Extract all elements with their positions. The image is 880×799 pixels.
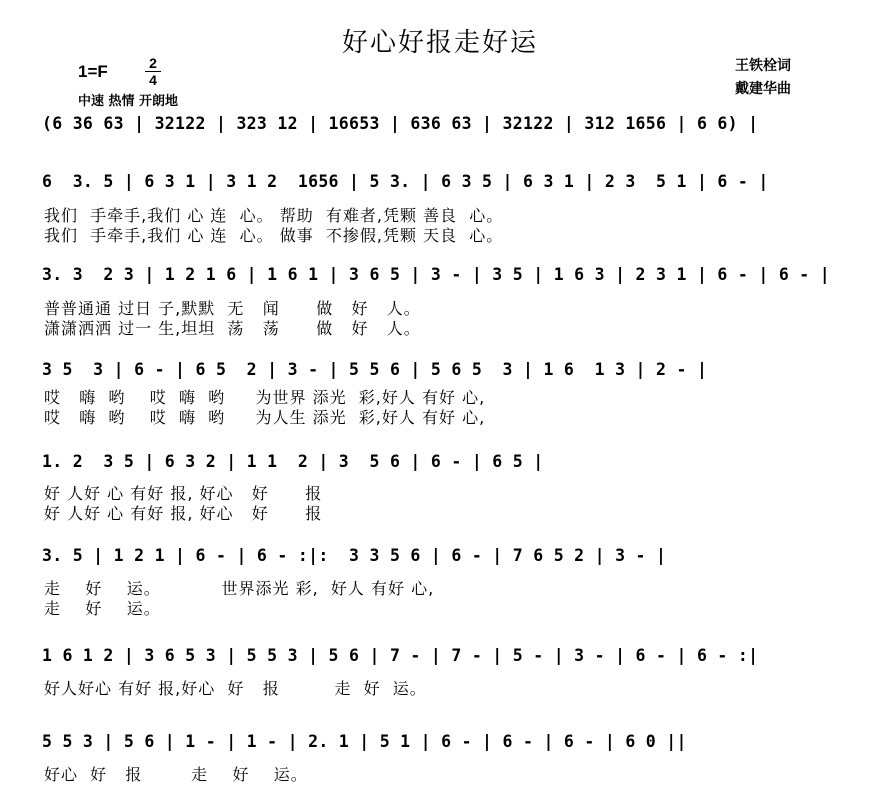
- lyric-row-3-verse-2: 哎 嗨 哟 哎 嗨 哟 为人生 添光 彩,好人 有好 心,: [44, 408, 486, 427]
- meter-top: 2: [149, 55, 157, 71]
- lyric-row-4-verse-2: 好 人好 心 有好 报, 好心 好 报: [44, 504, 323, 523]
- lyric-row-5-verse-1: 走 好 运。 世界添光 彩, 好人 有好 心,: [44, 579, 435, 598]
- song-title: 好心好报走好运: [341, 28, 538, 58]
- lyric-row-1-verse-2: 我们 手牵手,我们 心 连 心。 做事 不掺假,凭颗 天良 心。: [44, 226, 504, 245]
- lyric-row-4-verse-1: 好 人好 心 有好 报, 好心 好 报: [44, 484, 323, 503]
- lyric-row-2-verse-1: 普普通通 过日 子,默默 无 闻 做 好 人。: [44, 299, 421, 318]
- lyric-row-6: 好人好心 有好 报,好心 好 报 走 好 运。: [44, 679, 427, 698]
- lyric-row-1-verse-1: 我们 手牵手,我们 心 连 心。 帮助 有难者,凭颗 善良 心。: [44, 206, 504, 225]
- notation-row-7: 5 5 3 | 5 6 | 1 - | 1 - | 2. 1 | 5 1 | 6 - | 6 - | 6 - | 6 0 ||: [42, 732, 687, 751]
- notation-row-1: 6 3. 5 | 6 3 1 | 3 1 2 1656 | 5 3. | 6 3 5 | 6 3 1 | 2 3 5 1 | 6 - |: [42, 172, 769, 191]
- key-signature: 1=F: [78, 62, 108, 81]
- lyric-row-2-verse-2: 潇潇洒洒 过一 生,坦坦 荡 荡 做 好 人。: [44, 319, 421, 338]
- composer-credit: 戴建华曲: [735, 81, 791, 97]
- lyricist-credit: 王铁栓词: [735, 58, 791, 74]
- notation-row-2: 3. 3 2 3 | 1 2 1 6 | 1 6 1 | 3 6 5 | 3 - | 3 5 | 1 6 3 | 2 3 1 | 6 - | 6 - |: [42, 265, 831, 284]
- lyric-row-5-verse-2: 走 好 运。: [44, 599, 161, 618]
- tempo-marking: 中速 热情 开朗地: [78, 94, 179, 109]
- meter-bottom: 4: [149, 72, 157, 88]
- time-signature: [145, 56, 161, 87]
- notation-row-5: 3. 5 | 1 2 1 | 6 - | 6 - :|: 3 3 5 6 | 6 - | 7 6 5 2 | 3 - |: [42, 546, 667, 565]
- intro-notation: (6 36 63 | 32122 | 323 12 | 16653 | 636 63 | 32122 | 312 1656 | 6 6) |: [42, 114, 759, 133]
- lyric-row-3-verse-1: 哎 嗨 哟 哎 嗨 哟 为世界 添光 彩,好人 有好 心,: [44, 388, 486, 407]
- lyric-row-7: 好心 好 报 走 好 运。: [44, 765, 308, 784]
- notation-row-4: 1. 2 3 5 | 6 3 2 | 1 1 2 | 3 5 6 | 6 - | 6 5 |: [42, 452, 544, 471]
- notation-row-3: 3 5 3 | 6 - | 6 5 2 | 3 - | 5 5 6 | 5 6 5 3 | 1 6 1 3 | 2 - |: [42, 360, 708, 379]
- notation-row-6: 1 6 1 2 | 3 6 5 3 | 5 5 3 | 5 6 | 7 - | 7 - | 5 - | 3 - | 6 - | 6 - :|: [42, 646, 759, 665]
